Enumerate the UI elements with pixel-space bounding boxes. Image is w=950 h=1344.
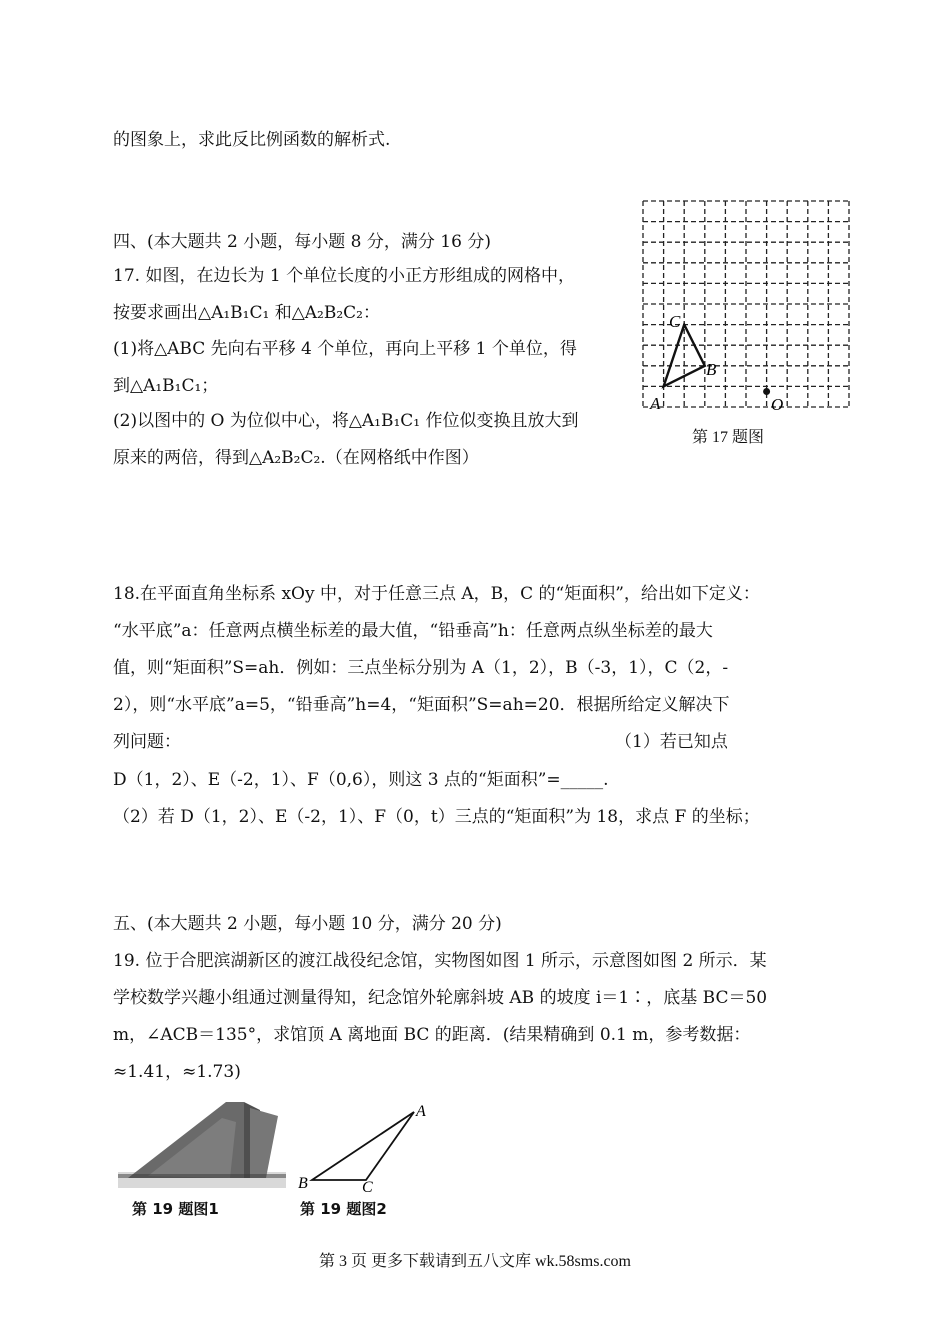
- q18-line2: “水平底”a：任意两点横坐标差的最大值，“铅垂高”h：任意两点纵坐标差的最大: [113, 621, 713, 641]
- triangle-abc-slope: [312, 1112, 414, 1180]
- section5-heading: 五、(本大题共 2 小题，每小题 10 分，满分 20 分): [113, 914, 502, 934]
- q19-line4: ≈1.41，≈1.73): [113, 1062, 241, 1082]
- label-a: A: [650, 394, 661, 413]
- q17-line4: 到△A₁B₁C₁；: [113, 376, 219, 396]
- q19-line1: 19. 位于合肥滨湖新区的渡江战役纪念馆，实物图如图 1 所示，示意图如图 2 所示．某: [113, 951, 767, 971]
- q17-line2: 按要求画出△A₁B₁C₁ 和△A₂B₂C₂：: [113, 303, 380, 323]
- q18-line7: （2）若 D（1，2）、E（-2，1）、F（0，t）三点的“矩面积”为 18，求点 F 的坐标；: [113, 807, 760, 827]
- q19-line3: m，∠ACB＝135°，求馆顶 A 离地面 BC 的距离．(结果精确到 0.1 m，参考数据：: [113, 1025, 751, 1045]
- q17-line6: 原来的两倍，得到△A₂B₂C₂.（在网格纸中作图）: [113, 448, 479, 468]
- q19-triangle-figure: [296, 1100, 436, 1192]
- q17-line5: (2)以图中的 O 为位似中心，将△A₁B₁C₁ 作位似变换且放大到: [113, 411, 579, 431]
- point-o: [763, 388, 770, 395]
- q19-photo-figure: [118, 1098, 286, 1188]
- fig2-label-c: C: [362, 1179, 373, 1192]
- q18-line4: 2），则“水平底”a=5，“铅垂高”h=4，“矩面积”S=ah=20．根据所给定义解决下: [113, 695, 730, 715]
- label-b: B: [706, 360, 717, 379]
- q18-line1: 18.在平面直角坐标系 xOy 中，对于任意三点 A，B，C 的“矩面积”，给出如下定义：: [113, 584, 760, 604]
- q17-line3: (1)将△ABC 先向右平移 4 个单位，再向上平移 1 个单位，得: [113, 339, 577, 359]
- intro-line: 的图象上，求此反比例函数的解析式.: [113, 130, 391, 150]
- fig2-label-a: A: [416, 1103, 426, 1120]
- q19-fig2-caption: 第 19 题图2: [300, 1200, 387, 1218]
- grid-lines: [643, 201, 849, 407]
- q17-figure-caption: 第 17 题图: [692, 429, 765, 446]
- label-c: C: [669, 312, 681, 331]
- page-footer: 第 3 页 更多下载请到五八文库 wk.58sms.com: [318, 1253, 631, 1270]
- label-o: O: [771, 395, 784, 414]
- section4-heading: 四、(本大题共 2 小题，每小题 8 分，满分 16 分): [113, 232, 491, 252]
- q19-fig1-caption: 第 19 题图1: [132, 1200, 219, 1218]
- q18-line6: D（1，2）、E（-2，1）、F（0,6），则这 3 点的“矩面积”=_____.: [113, 770, 609, 790]
- q18-line3: 值，则“矩面积”S=ah．例如：三点坐标分别为 A（1，2），B（-3，1），C（2，-: [113, 658, 729, 678]
- q19-line2: 学校数学兴趣小组通过测量得知，纪念馆外轮廓斜坡 AB 的坡度 i＝1∶，底基 BC＝50: [113, 988, 768, 1008]
- q17-grid-figure: [638, 196, 860, 418]
- q18-line5b: （1）若已知点: [615, 732, 728, 752]
- q17-line1: 17. 如图，在边长为 1 个单位长度的小正方形组成的网格中，: [113, 266, 576, 286]
- q18-line5a: 列问题：: [113, 732, 181, 752]
- fig2-label-b: B: [298, 1175, 308, 1192]
